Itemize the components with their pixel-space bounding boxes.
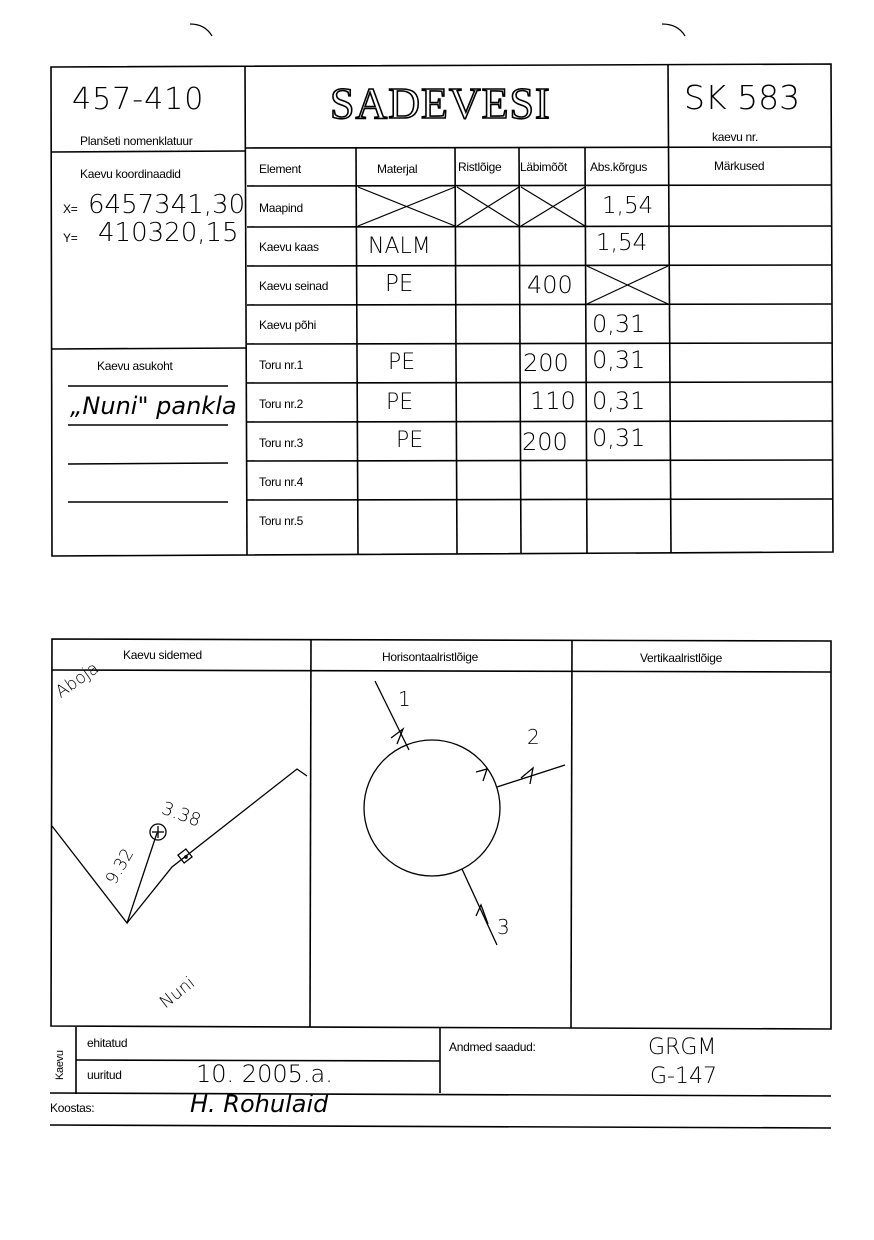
pipe-label-3: 3 xyxy=(497,915,510,939)
footer-side-label: Kaevu xyxy=(54,1050,66,1080)
pipe-label-2: 2 xyxy=(527,725,540,749)
data-source-label: Andmed saadud: xyxy=(449,1040,536,1054)
surveyed-value: 10. 2005.a. xyxy=(196,1060,333,1088)
row-element: Kaevu kaas xyxy=(259,240,319,254)
col-ristloige: Ristlõige xyxy=(458,160,502,174)
sketch-horizontal-title: Horisontaalristlõige xyxy=(382,650,479,664)
col-markused: Märkused xyxy=(714,159,765,173)
compiled-value: H. Rohulaid xyxy=(190,1090,329,1118)
data-source-value-2: G-147 xyxy=(650,1064,717,1089)
cell-materjal-toru3: PE xyxy=(396,428,424,453)
row-element: Kaevu seinad xyxy=(259,279,329,293)
cell-labimoot-toru1: 200 xyxy=(523,349,569,377)
y-coordinate-value: 410320,15 xyxy=(98,218,239,248)
col-labimoot: Läbimõõt xyxy=(520,160,567,174)
nomenclature-value: 457-410 xyxy=(72,82,205,117)
sketch-note-bottom: Nuni xyxy=(156,972,200,1013)
y-coordinate-label: Y= xyxy=(63,231,78,245)
built-label: ehitatud xyxy=(87,1036,128,1050)
well-number-value: SK 583 xyxy=(684,78,801,117)
data-source-value-1: GRGM xyxy=(648,1035,717,1060)
sketch-note-top: Aboja xyxy=(52,658,103,703)
cell-materjal-seinad: PE xyxy=(385,271,414,297)
cell-abs-maapind: 1,54 xyxy=(602,193,654,219)
cell-abs-pohi: 0,31 xyxy=(592,310,646,338)
row-element: Toru nr.3 xyxy=(259,436,303,450)
cell-materjal-toru2: PE xyxy=(386,390,414,415)
sketch-connections-title: Kaevu sidemed xyxy=(123,648,202,662)
coordinates-label: Kaevu koordinaadid xyxy=(80,167,181,181)
cell-materjal-kaas: NALM xyxy=(368,234,431,259)
nomenclature-label: Planšeti nomenklatuur xyxy=(80,134,193,148)
pipe-label-1: 1 xyxy=(398,687,411,711)
surveyed-label: uuritud xyxy=(87,1068,122,1082)
col-abs-korgus: Abs.kõrgus xyxy=(590,160,648,174)
cell-abs-toru2: 0,31 xyxy=(592,387,646,415)
cell-abs-toru3: 0,31 xyxy=(592,424,646,452)
cell-labimoot-toru3: 200 xyxy=(522,428,568,456)
row-element: Maapind xyxy=(259,201,303,215)
row-element: Toru nr.2 xyxy=(259,397,303,411)
cell-abs-toru1: 0,31 xyxy=(592,346,646,374)
row-element: Toru nr.1 xyxy=(259,358,303,372)
compiled-label: Koostas: xyxy=(50,1101,95,1115)
cell-labimoot-toru2: 110 xyxy=(530,387,576,415)
sketch-distance-left: 9.32 xyxy=(102,845,139,888)
row-element: Toru nr.5 xyxy=(259,514,303,528)
location-label: Kaevu asukoht xyxy=(97,359,173,373)
sketch-vertical-title: Vertikaalristlõige xyxy=(640,651,722,665)
location-value: „Nuni" pankla xyxy=(70,392,237,420)
cell-abs-kaas: 1,54 xyxy=(596,230,648,256)
col-materjal: Materjal xyxy=(377,162,418,176)
row-element: Kaevu põhi xyxy=(259,318,317,332)
sketch-distance-right: 3.38 xyxy=(158,798,204,832)
cell-materjal-toru1: PE xyxy=(388,350,416,375)
page-title: SADEVESI xyxy=(330,79,551,128)
well-number-label: kaevu nr. xyxy=(712,130,758,144)
x-coordinate-value: 6457341,30 xyxy=(88,190,246,220)
x-coordinate-label: X= xyxy=(63,202,78,216)
cell-labimoot-seinad: 400 xyxy=(527,271,573,299)
col-element: Element xyxy=(259,162,301,176)
row-element: Toru nr.4 xyxy=(259,475,303,489)
